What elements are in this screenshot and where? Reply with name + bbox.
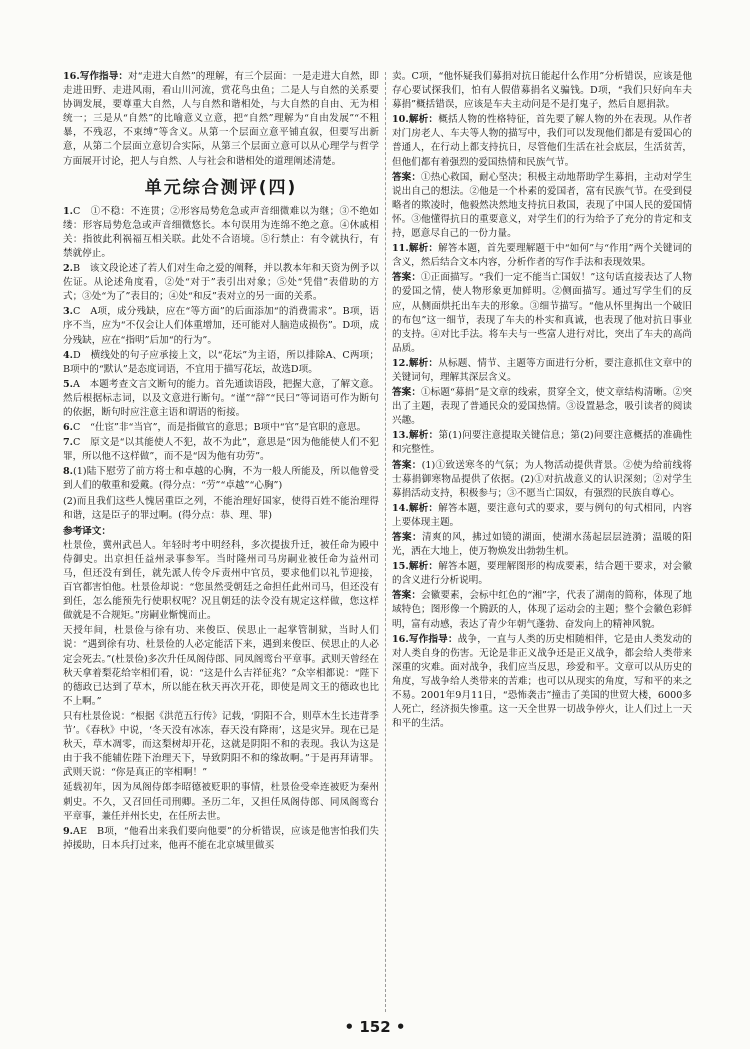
answer-item: 16.写作指导：战争，一直与人类的历史相随相伴，它是由人类发动的对人类自身的伤害。无论是非正义战争还是正义战争，都会给人类带来深重的灾难。面对战争，我们应当反思，珍爱和平。文章可以从历史的角度，写战争给人类带来的苦难；也可以从现实的角度，写和平的来之不易。2001年9月11日，“恐怖袭击”撞击了美国的世贸大楼，6000多人死亡，经济损失惨重。这一天全世界一切战争停火，让人们过上一天和平的生活。 <box>392 633 692 730</box>
answer-item-9: 9.AE B项，“他看出来我们要向他要”的分析错误，应该是他害怕我们失掉援助，日本兵打过来，他再不能在北京城里做买 <box>63 825 379 851</box>
section-title: 单元综合测评(四) <box>144 177 298 198</box>
answer-item: 答案：会徽要素，会标中红色的“湘”字，代表了湖南的简称，体现了地域特色；图形像一个腾跃的人，体现了运动会的主题；整个会徽色彩鲜明，富有动感，表达了青少年朝气蓬勃、奋发向上的精神风貌。 <box>392 590 692 630</box>
answer-item: 6.C “仕宦”非“当官”，而是指做官的意思；B项中“官”是官职的意思。 <box>63 422 367 434</box>
answer-item: 10.解析：概括人物的性格特征，首先要了解人物的外在表现。从作者对门房老人、车夫等人物的描写中，我们可以发现他们都是有爱国心的普通人，在行动上都支持抗日，尽管他们生活在社会底层，生活贫苦，但他们都有着强烈的爱国热情和民族气节。 <box>392 114 692 168</box>
answer-item: 7.C 原文是“以其能使人不犯，故不为此”，意思是“因为他能使人们不犯罪，所以他不这样做”，而不是“因为他有功劳”。 <box>63 437 379 463</box>
answer-item: 答案：①热心救国，耐心坚决；积极主动地帮助学生募捐，主动对学生说出自己的想法。②他是一个朴素的爱国者，富有民族气节。在受到侵略者的欺凌时，他毅然决然地支持抗日救国，表现了中国人民的爱国情怀。③他懂得抗日的重要意义，对学生们的行为给予了充分的肯定和支持，愿意尽自己的一份力量。 <box>392 171 692 240</box>
answer-item: 3.C A项，成分残缺，应在“等方面”的后面添加“的消费需求”。B项，语序不当，应为“不仅会让人们体重增加，还可能对人脑造成损伤”。D项，成分残缺，应在“指明”后加“的行为”。 <box>63 306 379 346</box>
answer-item: 14.解析：解答本题，要注意句式的要求，要与例句的句式相同，内容上要体现主题。 <box>392 502 692 528</box>
answer-item: 2.B 该文段论述了若人们对生命之爱的阐释，并以教本年和天资为例予以佐证。从论述角度看，②处“对于”表引出对象；⑤处“凭借”表借助的方式；③处“为了”表目的；④处“和反”表对立的另一面的关系。 <box>63 263 379 303</box>
answer-item: 1.C ①不稳：不连贯；②形容局势危急或声音细微难以为继；③不绝如缕：形容局势危急或声音细微悠长。本句误用为连绵不绝之意。④休戚相关：指彼此利祸福互相关联。此处不合语境。⑤行禁止：有令就执行，有禁就停止。 <box>63 205 379 259</box>
translation-paragraph: 天授年间，杜景俭与徐有功、来俊臣、侯思止一起掌管制狱，当时人们说：“遇到徐有功、杜景俭的人必定能活下来，遇到来俊臣、侯思止的人必定会死去。”(杜景俭)多次升任凤阁侍郎、同凤阁鸾台平章事。武则天曾经在秋天拿着梨花给宰相们看，说：“这是什么吉祥征兆？”众宰相都说：“陛下的德政已达到了草木，所以能在秋天再次开花，即使是周文王的德政也比不上啊。” <box>63 625 379 707</box>
answer-item: 13.解析：第(1)问要注意提取关键信息；第(2)问要注意概括的准确性和完整性。 <box>392 430 692 456</box>
answer-item: 12.解析：从标题、情节、主题等方面进行分析，要注意抓住文章中的关键词句，理解其深层含义。 <box>392 357 692 383</box>
answer-item: 15.解析：解答本题，要理解图形的构成要素，结合题干要求，对会徽的含义进行分析说明。 <box>392 561 692 587</box>
translation-paragraph: 延载初年，因为凤阁侍郎李昭德被贬职的事情，杜景俭受牵连被贬为秦州刺史。不久，又召回任司刑卿。圣历二年，又担任凤阁侍郎、同凤阁鸾台平章事，兼任并州长史，在任所去世。 <box>63 782 379 822</box>
writing-guide-16: 16.写作指导：对“走进大自然”的理解，有三个层面：一是走进大自然，即走进田野、走进风雨，看山川河流，赏花鸟虫鱼；二是人与自然的关系要协调发展，要尊重大自然，人与自然和谐相处，与大自然的自由、无为相统一；三是从“自然”的比喻意义立意，把“自然”理解为“自由发展”“不粗暴，不残忍，不束缚”等含义。从第一个层面立意平铺直叙，但要写出新意，从第二个层面立意切合实际，从第三个层面立意可以从心理学与哲学方面展开讨论，把人与自然、人与社会和谐相处的道理阐述清楚。 <box>63 71 379 167</box>
continued-text: 卖。C项，“他怀疑我们募捐对抗日能起什么作用”分析错误，应该是他存心要试探我们，怕有人假借募捐名义骗钱。D项，“我们只好向车夫募捐”概括错误，应该是车夫主动问是不是打鬼子，然后自愿捐款。 <box>392 71 692 111</box>
column-divider <box>385 72 386 1012</box>
answer-item: 答案：①标题“募捐”是文章的线索，贯穿全文，使文章结构清晰。②突出了主题，表现了普通民众的爱国热情。③设置悬念，吸引读者的阅读兴趣。 <box>392 387 692 427</box>
answer-item: 答案：①正面描写。“我们一定不能当亡国奴！”这句话直接表达了人物的爱国之情，使人物形象更加鲜明。②侧面描写。通过写学生们的反应，从侧面烘托出车夫的形象。③细节描写。“他从怀里掏出一个破旧的布包”这一细节，表现了车夫的朴实和真诚，也表现了他对抗日事业的支持。④对比手法。将车夫与一些富人进行对比，突出了车夫的高尚品质。 <box>392 272 692 354</box>
translation-paragraph: 只有杜景俭说：“根据《洪范五行传》记载，‘阴阳不合，则草木生长违背季节’。《春秋》中说，‘冬天没有冰冻，春天没有降雨’，这是灾异。现在已是秋天，草木凋零，而这梨树却开花，这就是阴阳不和的表现。我认为这是由于我不能辅佐陛下治理天下，导致阴阳不和的缘故啊。”于是再拜请罪。武则天说：“你是真正的宰相啊！” <box>63 710 379 779</box>
answer-item: 11.解析：解答本题，首先要理解题干中“如何”与“作用”两个关键词的含义，然后结合文本内容，分析作者的写作手法和表现效果。 <box>392 243 692 269</box>
right-column <box>392 70 692 1025</box>
left-column <box>63 70 379 1025</box>
answer-item: 答案：清爽的风，拂过如镜的湖面，使湖水荡起层层涟漪；温暖的阳光，洒在大地上，使万物焕发出勃勃生机。 <box>392 532 692 558</box>
answer-list <box>63 205 379 523</box>
translation-paragraph: 杜景俭，冀州武邑人。年轻时考中明经科，多次提拔升迁，被任命为殿中侍御史。出京担任益州录事参军。当时隆州司马房嗣业被任命为益州司马，但还没有到任，就先派人传令斥责州中官员，要求他们以礼节迎接，百官都害怕他。杜景俭却说：“您虽然受朝廷之命担任此州司马，但还没有到任，怎么能预先行使职权呢？况且朝廷的法令没有规定这样做，您这样做就是不合规矩。”房嗣业惭愧而止。 <box>63 539 379 622</box>
reference-translation-heading: 参考译文： <box>63 525 111 537</box>
answer-item: 5.A 本题考查文言文断句的能力。首先通读语段，把握大意，了解文意。然后根据标志词，以及文意进行断句。“谨”“辞”“民曰”等词语可作为断句的依据，断句时应注意主语和谓语的衔接。 <box>63 378 379 418</box>
answer-item: 4.D 横线处的句子应承接上文，以“花坛”为主语，所以排除A、C两项；B项中的“默认”是态度词语，不宜用于描写花坛，故选D项。 <box>63 349 379 375</box>
answer-item: 答案：(1)①致送寒冬的气氛；为人物活动提供背景。②使为给前线将士募捐御寒物品提供了依据。(2)①对抗战意义的认识深刻；②对学生募捐活动支持，积极参与；③不愿当亡国奴，有强烈的民族自尊心。 <box>392 459 692 499</box>
page-number: • 152 • <box>344 1018 406 1036</box>
answer-item: (2)而且我们这些人愧居重臣之列，不能治理好国家，使得百姓不能治理得和谐，这是臣子的罪过啊。(得分点：恭、理、罪) <box>63 495 379 521</box>
answer-item: 8.(1)陆下慰劳了前方将士和卓越的心胸，不为一般人所能及，所以他曾受到人们的敬重和爱戴。(得分点：“劳”“卓越”“心胸”) <box>63 466 379 492</box>
